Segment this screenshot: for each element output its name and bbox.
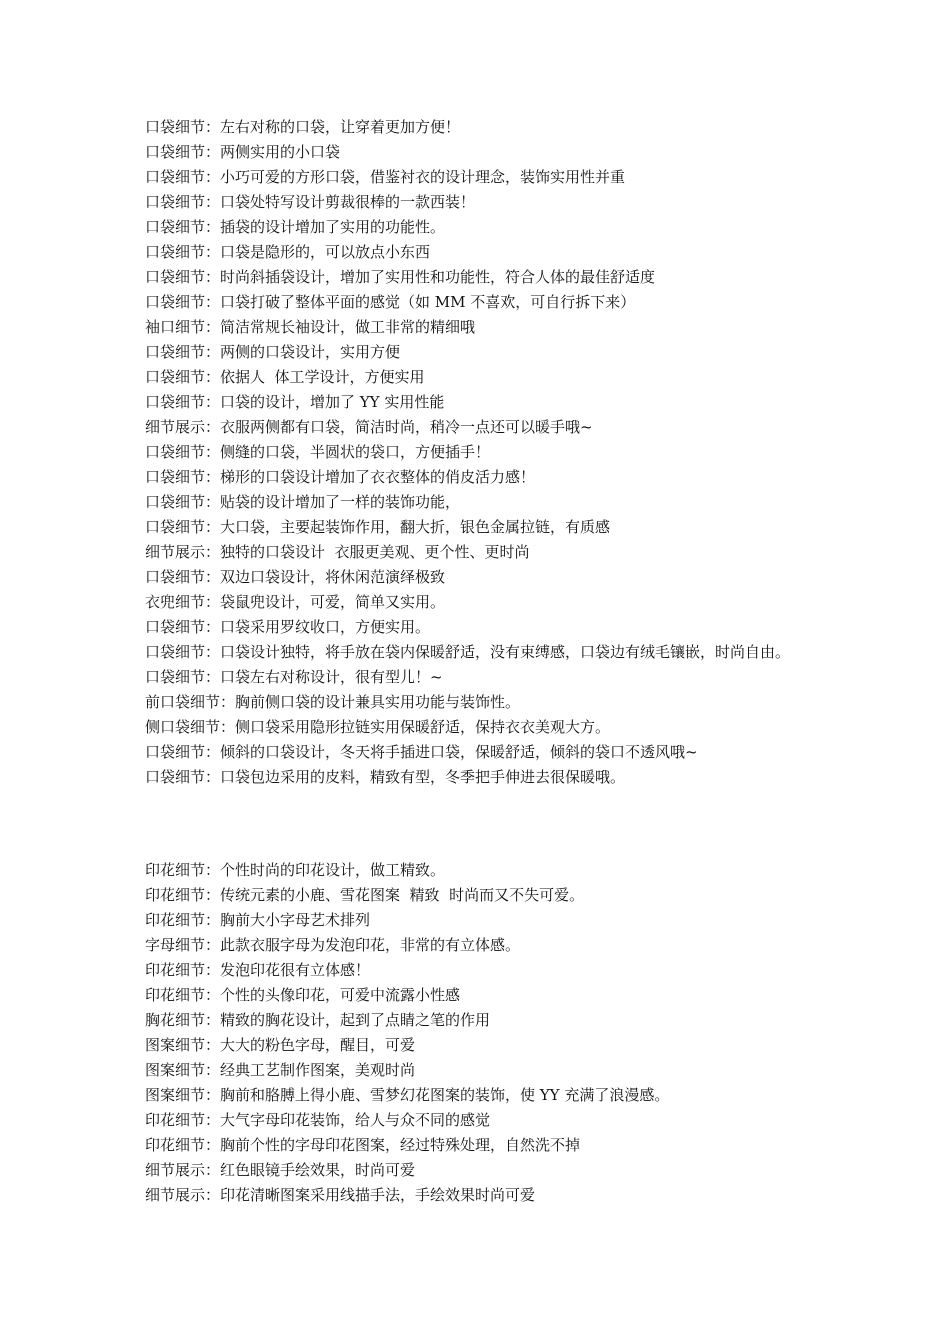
text-line: 细节展示：独特的口袋设计 衣服更美观、更个性、更时尚 xyxy=(145,543,530,561)
text-line: 细节展示：衣服两侧都有口袋，简洁时尚，稍冷一点还可以暖手哦~ xyxy=(145,418,593,436)
text-line: 口袋细节：双边口袋设计，将休闲范演绎极致 xyxy=(145,568,446,586)
text-line: 口袋细节：侧缝的口袋，半圆状的袋口，方便插手！ xyxy=(145,443,491,461)
text-line: 印花细节：个性时尚的印花设计，做工精致。 xyxy=(145,861,446,879)
text-line: 口袋细节：口袋的设计，增加了 YY 实用性能 xyxy=(145,393,445,411)
text-line: 口袋细节：依据人 体工学设计，方便实用 xyxy=(145,368,425,386)
text-line: 口袋细节：时尚斜插袋设计，增加了实用性和功能性，符合人体的最佳舒适度 xyxy=(145,268,656,286)
text-line: 侧口袋细节：侧口袋采用隐形拉链实用保暖舒适，保持衣衣美观大方。 xyxy=(145,718,611,736)
text-line: 口袋细节：贴袋的设计增加了一样的装饰功能， xyxy=(145,493,461,511)
text-line: 前口袋细节：胸前侧口袋的设计兼具实用功能与装饰性。 xyxy=(145,693,521,711)
text-line: 印花细节：胸前个性的字母印花图案，经过特殊处理，自然洗不掉 xyxy=(145,1136,581,1154)
text-line: 字母细节：此款衣服字母为发泡印花，非常的有立体感。 xyxy=(145,936,521,954)
text-line: 图案细节：大大的粉色字母，醒目，可爱 xyxy=(145,1036,416,1054)
text-line: 口袋细节：口袋左右对称设计，很有型儿！~ xyxy=(145,668,443,686)
text-line: 口袋细节：插袋的设计增加了实用的功能性。 xyxy=(145,218,446,236)
text-line: 口袋细节：大口袋，主要起装饰作用，翻大折，银色金属拉链，有质感 xyxy=(145,518,611,536)
text-line: 印花细节：胸前大小字母艺术排列 xyxy=(145,911,371,929)
text-line: 胸花细节：精致的胸花设计，起到了点睛之笔的作用 xyxy=(145,1011,491,1029)
text-line: 口袋细节：梯形的口袋设计增加了衣衣整体的俏皮活力感！ xyxy=(145,468,536,486)
text-line: 口袋细节：小巧可爱的方形口袋，借鉴衬衣的设计理念，装饰实用性并重 xyxy=(145,168,626,186)
text-line: 印花细节：大气字母印花装饰，给人与众不同的感觉 xyxy=(145,1111,491,1129)
text-line: 口袋细节：两侧的口袋设计，实用方便 xyxy=(145,343,401,361)
text-line: 细节展示：红色眼镜手绘效果，时尚可爱 xyxy=(145,1161,416,1179)
text-line: 口袋细节：左右对称的口袋，让穿着更加方便！ xyxy=(145,118,461,136)
text-line: 细节展示：印花清晰图案采用线描手法，手绘效果时尚可爱 xyxy=(145,1186,536,1204)
text-line: 口袋细节：口袋是隐形的，可以放点小东西 xyxy=(145,243,431,261)
text-line: 印花细节：个性的头像印花，可爱中流露小性感 xyxy=(145,986,461,1004)
text-line: 口袋细节：口袋打破了整体平面的感觉（如 MM 不喜欢，可自行拆下来） xyxy=(145,293,636,311)
text-line: 图案细节：胸前和胳膊上得小鹿、雪梦幻花图案的装饰，使 YY 充满了浪漫感。 xyxy=(145,1086,670,1104)
text-line: 口袋细节：倾斜的口袋设计，冬天将手插进口袋，保暖舒适，倾斜的袋口不透风哦~ xyxy=(145,743,698,761)
text-line: 口袋细节：两侧实用的小口袋 xyxy=(145,143,341,161)
text-line: 袖口细节：简洁常规长袖设计，做工非常的精细哦 xyxy=(145,318,476,336)
text-line: 口袋细节：口袋包边采用的皮料，精致有型，冬季把手伸进去很保暖哦。 xyxy=(145,768,626,786)
pocket-details-section xyxy=(145,115,815,790)
text-line: 口袋细节：口袋设计独特，将手放在袋内保暖舒适，没有束缚感，口袋边有绒毛镶嵌，时尚自由。 xyxy=(145,643,791,661)
text-line: 印花细节：发泡印花很有立体感！ xyxy=(145,961,371,979)
text-line: 图案细节：经典工艺制作图案，美观时尚 xyxy=(145,1061,416,1079)
text-line: 印花细节：传统元素的小鹿、雪花图案 精致 时尚而又不失可爱。 xyxy=(145,886,585,904)
text-line: 衣兜细节：袋鼠兜设计，可爱，简单又实用。 xyxy=(145,593,446,611)
print-details-section xyxy=(145,858,815,1208)
text-line: 口袋细节：口袋处特写设计剪裁很棒的一款西装！ xyxy=(145,193,476,211)
text-line: 口袋细节：口袋采用罗纹收口，方便实用。 xyxy=(145,618,431,636)
